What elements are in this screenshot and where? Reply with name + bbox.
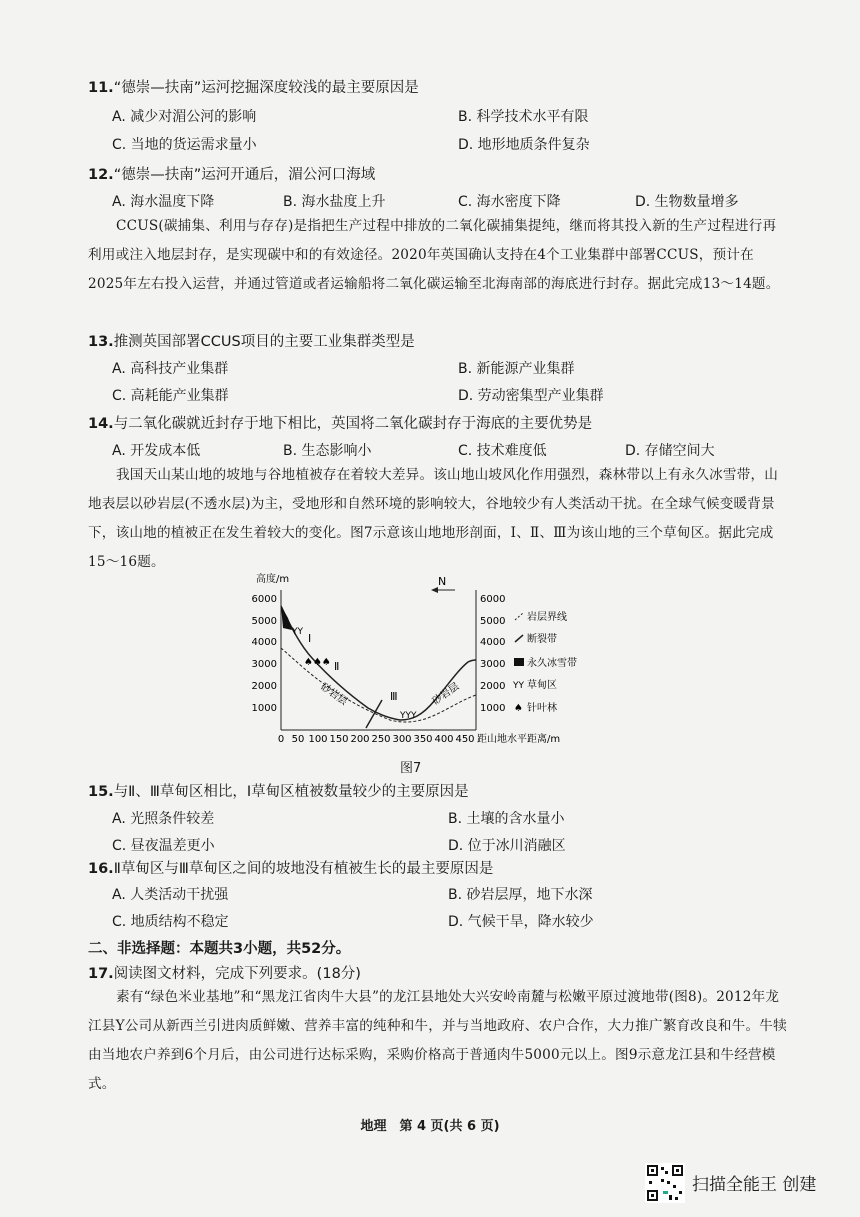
y-tick: 1000 <box>251 703 277 714</box>
legend-item: 永久冰雪带 <box>527 658 577 669</box>
y-tick: 4000 <box>251 637 277 648</box>
passage-longjiang: 素有“绿色米业基地”和“黑龙江省肉牛大县”的龙江县地处大兴安岭南麓与松嫩平原过渡地带(图8)。2012年龙江县Y公司从新西兰引进肉质鲜嫩、营养丰富的纯种和牛，并与当地政府、农户合作，大力推广繁育改良和牛。牛犊由当地农户养到6个月后，由公司进行达标采购，采购价格高于普通肉牛5000元以上。图9示意龙江县和牛经营模式。 <box>88 989 787 1092</box>
question-stem: 阅读图文材料，完成下列要求。(18分) <box>113 966 361 982</box>
question-number: 16. <box>88 861 114 877</box>
y-tick: 5000 <box>251 616 277 627</box>
boundary-legend-icon <box>515 613 523 620</box>
zone-label: Ⅲ <box>390 690 398 703</box>
grass-legend-icon: YY <box>513 681 524 691</box>
rock-label: 砂岩层 <box>430 681 462 708</box>
question-stem: “德崇—扶南”运河开通后，湄公河口海域 <box>113 167 376 183</box>
y-axis-title: 高度/m <box>256 574 290 585</box>
question-11 <box>88 76 419 97</box>
x-tick: 200 <box>350 734 370 745</box>
y-tick: 1000 <box>480 703 506 714</box>
x-tick: 50 <box>291 734 305 745</box>
snow-legend-icon <box>514 658 524 666</box>
north-label: N <box>438 575 447 588</box>
x-tick: 300 <box>392 734 412 745</box>
question-16 <box>88 857 493 878</box>
section-heading: 二、非选择题：本题共3小题，共52分。 <box>88 941 351 957</box>
x-tick: 400 <box>434 734 454 745</box>
legend-item: 断裂带 <box>527 634 557 645</box>
rock-label: 砂岩层 <box>318 681 350 708</box>
passage-ccus: CCUS(碳捕集、利用与存存)是指把生产过程中排放的二氧化碳捕集提纯，继而将其投入新的生产过程进行再利用或注入地层封存，是实现碳中和的有效途径。2020年英国确认支持在4个工业集群中部署CCUS，预计在2025年左右投入运营，并通过管道或者运输船将二氧化碳运输至北海南部的海底进行封存。据此完成13～14题。 <box>88 218 780 292</box>
qr-code-icon <box>645 1163 685 1203</box>
x-tick: 100 <box>308 734 328 745</box>
y-tick: 6000 <box>251 594 277 605</box>
option-c: C. 技术难度低 <box>458 443 547 459</box>
conifer-icon: ♠♠♠ <box>304 657 331 668</box>
question-stem: Ⅱ草甸区与Ⅲ草甸区之间的坡地没有植被生长的最主要原因是 <box>113 861 494 877</box>
option-c: C. 当地的货运需求量小 <box>112 137 257 153</box>
option-d: D. 地形地质条件复杂 <box>458 137 590 153</box>
option-a: A. 开发成本低 <box>112 443 201 459</box>
question-number: 14. <box>88 416 114 432</box>
question-17 <box>88 962 361 983</box>
question-stem: 推测英国部署CCUS项目的主要工业集群类型是 <box>113 334 415 350</box>
option-d: D. 生物数量增多 <box>635 194 739 210</box>
figure-caption: 图7 <box>400 761 422 776</box>
legend-item: 针叶林 <box>527 703 557 714</box>
option-b: B. 新能源产业集群 <box>458 361 575 377</box>
scanner-watermark: 扫描全能王 创建 <box>692 1175 817 1195</box>
grass-icon: YYY <box>400 711 417 721</box>
question-15 <box>88 780 469 801</box>
question-stem: “德崇—扶南”运河挖掘深度较浅的最主要原因是 <box>113 80 419 96</box>
y-tick: 5000 <box>480 616 506 627</box>
question-number: 17. <box>88 966 114 982</box>
option-c: C. 海水密度下降 <box>458 194 561 210</box>
legend-item: 草甸区 <box>527 680 557 691</box>
permanent-snow-band <box>281 606 292 630</box>
zone-label: Ⅱ <box>334 660 340 673</box>
question-stem: 与二氧化碳就近封存于地下相比，英国将二氧化碳封存于海底的主要优势是 <box>113 416 593 432</box>
x-tick: 450 <box>455 734 475 745</box>
y-tick: 2000 <box>251 681 277 692</box>
question-number: 12. <box>88 167 114 183</box>
page-footer: 地理 第 4 页(共 6 页) <box>360 1119 500 1134</box>
passage-tianshan: 我国天山某山地的坡地与谷地植被存在着较大差异。该山地山坡风化作用强烈，森林带以上有永久冰雪带，山地表层以砂岩层(不透水层)为主，受地形和自然环境的影响较大，谷地较少有人类活动干扰。在全球气候变暖背景下，该山地的植被正在发生着较大的变化。图7示意该山地地形剖面，Ⅰ、Ⅱ、Ⅲ为该山地的三个草甸区。据此完成15～16题。 <box>88 467 779 570</box>
x-tick: 150 <box>329 734 349 745</box>
question-12 <box>88 163 375 184</box>
option-b: B. 海水盐度上升 <box>283 194 386 210</box>
option-b: B. 土壤的含水量小 <box>448 811 565 827</box>
option-d: D. 气候干旱，降水较少 <box>448 914 594 930</box>
y-tick: 4000 <box>480 637 506 648</box>
option-a: A. 高科技产业集群 <box>112 361 229 377</box>
option-a: A. 光照条件较差 <box>112 811 215 827</box>
option-b: B. 砂岩层厚，地下水深 <box>448 887 593 903</box>
option-d: D. 位于冰川消融区 <box>448 838 566 854</box>
option-d: D. 存储空间大 <box>625 443 715 459</box>
question-stem: 与Ⅱ、Ⅲ草甸区相比，Ⅰ草甸区植被数量较少的主要原因是 <box>113 784 469 800</box>
question-13 <box>88 330 415 351</box>
option-a: A. 人类活动干扰强 <box>112 887 229 903</box>
option-b: B. 生态影响小 <box>283 443 372 459</box>
zone-label: Ⅰ <box>308 632 312 645</box>
y-tick: 2000 <box>480 681 506 692</box>
fault-legend-icon <box>515 635 523 642</box>
x-tick: 0 <box>277 734 285 745</box>
conifer-legend-icon: ♠ <box>514 703 523 714</box>
option-a: A. 海水温度下降 <box>112 194 215 210</box>
north-arrowhead-icon <box>431 587 438 593</box>
option-c: C. 昼夜温差更小 <box>112 838 215 854</box>
terrain-profile-figure <box>250 570 580 750</box>
question-number: 11. <box>88 80 114 96</box>
x-tick: 350 <box>413 734 433 745</box>
option-b: B. 科学技术水平有限 <box>458 109 589 125</box>
legend-item: 岩层界线 <box>527 612 567 623</box>
x-axis-title: 距山地水平距离/m <box>477 734 561 745</box>
y-tick: 3000 <box>480 659 506 670</box>
question-number: 13. <box>88 334 114 350</box>
option-d: D. 劳动密集型产业集群 <box>458 388 604 404</box>
y-tick: 6000 <box>480 594 506 605</box>
option-c: C. 高耗能产业集群 <box>112 388 229 404</box>
option-a: A. 减少对湄公河的影响 <box>112 109 257 125</box>
question-number: 15. <box>88 784 114 800</box>
option-c: C. 地质结构不稳定 <box>112 914 229 930</box>
question-14 <box>88 412 592 433</box>
y-tick: 3000 <box>251 659 277 670</box>
grass-icon: YY <box>292 627 303 637</box>
x-tick: 250 <box>371 734 391 745</box>
